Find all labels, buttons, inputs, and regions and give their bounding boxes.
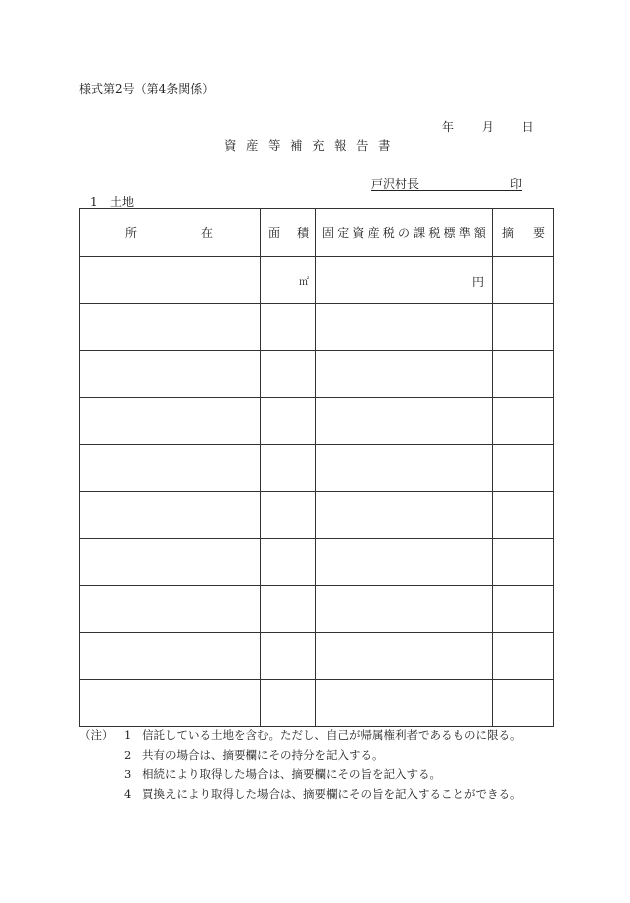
note-cell[interactable] [493, 492, 554, 539]
header-tax-base-char: 定 [337, 226, 350, 240]
note-cell[interactable] [493, 351, 554, 398]
location-cell[interactable] [80, 586, 261, 633]
area-unit: ㎡ [299, 277, 309, 288]
location-cell[interactable] [80, 351, 261, 398]
note-text: 信託している土地を含む。ただし、自己が帰属権利者であるものに限る。 [142, 728, 522, 742]
tax-base-cell[interactable] [316, 633, 493, 680]
note-prefix [79, 785, 124, 805]
tax-base-cell[interactable] [316, 445, 493, 492]
table-header-row [80, 209, 554, 257]
header-tax-base-char: の [397, 226, 410, 240]
area-cell[interactable] [261, 304, 316, 351]
header-location-char: 在 [200, 226, 213, 240]
addressee-name: 戸沢村長 [371, 177, 420, 191]
area-cell[interactable] [261, 351, 316, 398]
table-row [80, 492, 554, 539]
note-number: 3 [124, 767, 132, 781]
table-row [80, 633, 554, 680]
table-row [80, 257, 554, 304]
seal-mark: 印 [509, 177, 522, 191]
note-cell[interactable] [493, 304, 554, 351]
header-area-char: 積 [296, 226, 309, 240]
tax-base-cell[interactable] [316, 257, 493, 304]
area-cell[interactable] [261, 633, 316, 680]
table-row [80, 539, 554, 586]
date-day-label: 日 [521, 120, 534, 134]
note-cell[interactable] [493, 445, 554, 492]
header-tax-base-char: 資 [352, 226, 365, 240]
note-cell[interactable] [493, 680, 554, 727]
header-note-char: 要 [532, 226, 545, 240]
tax-base-cell[interactable] [316, 680, 493, 727]
tax-base-cell[interactable] [316, 492, 493, 539]
note-cell[interactable] [493, 398, 554, 445]
form-number: 様式第2号（第4条関係） [79, 82, 215, 96]
section-number: 1 [90, 195, 98, 209]
tax-base-cell[interactable] [316, 586, 493, 633]
section-label: 土地 [110, 195, 135, 209]
date-year-label: 年 [442, 120, 455, 134]
tax-base-cell[interactable] [316, 539, 493, 586]
table-row [80, 445, 554, 492]
header-tax-base-char: 税 [382, 226, 395, 240]
area-cell[interactable] [261, 539, 316, 586]
location-cell[interactable] [80, 445, 261, 492]
note-prefix [79, 746, 124, 766]
area-cell[interactable] [261, 586, 316, 633]
note-item [79, 765, 522, 785]
note-number: 1 [124, 728, 132, 742]
location-cell[interactable] [80, 398, 261, 445]
area-cell[interactable] [261, 445, 316, 492]
header-tax-base [316, 209, 493, 257]
header-location-char: 所 [125, 226, 138, 240]
location-cell[interactable] [80, 539, 261, 586]
header-tax-base-char: 産 [367, 226, 380, 240]
area-cell[interactable] [261, 492, 316, 539]
area-cell[interactable] [261, 680, 316, 727]
location-cell[interactable] [80, 257, 261, 304]
date-month-label: 月 [481, 120, 494, 134]
table-row [80, 586, 554, 633]
note-item [79, 726, 522, 746]
note-text: 相続により取得した場合は、摘要欄にその旨を記入する。 [142, 767, 441, 781]
note-prefix: （注） [79, 728, 114, 742]
header-note-char: 摘 [502, 226, 515, 240]
addressee-line [371, 175, 522, 191]
header-area-char: 面 [268, 226, 281, 240]
header-location [80, 209, 261, 257]
location-cell[interactable] [80, 304, 261, 351]
note-cell[interactable] [493, 586, 554, 633]
header-tax-base-char: 標 [443, 226, 456, 240]
area-cell[interactable] [261, 398, 316, 445]
location-cell[interactable] [80, 633, 261, 680]
note-number: 4 [124, 786, 132, 801]
note-cell[interactable] [493, 539, 554, 586]
note-text: 共有の場合は、摘要欄にその持分を記入する。 [142, 747, 384, 762]
notes-section [79, 726, 522, 804]
header-tax-base-char: 課 [413, 226, 426, 240]
header-tax-base-char: 税 [428, 226, 441, 240]
table-row [80, 680, 554, 727]
table-row [80, 304, 554, 351]
tax-base-unit: 円 [471, 275, 484, 289]
note-text: 買換えにより取得した場合は、摘要欄にその旨を記入することができる。 [142, 786, 522, 801]
header-note [493, 209, 554, 257]
location-cell[interactable] [80, 680, 261, 727]
table-row [80, 351, 554, 398]
date-line [442, 118, 534, 135]
document-title: 資産等補充報告書 [224, 138, 401, 153]
land-table [79, 208, 554, 727]
note-number: 2 [124, 747, 132, 762]
area-cell[interactable] [261, 257, 316, 304]
table-row [80, 398, 554, 445]
location-cell[interactable] [80, 492, 261, 539]
header-tax-base-char: 額 [473, 226, 486, 240]
note-prefix [79, 765, 124, 785]
header-area [261, 209, 316, 257]
header-tax-base-char: 準 [458, 226, 471, 240]
tax-base-cell[interactable] [316, 304, 493, 351]
tax-base-cell[interactable] [316, 398, 493, 445]
note-item [79, 785, 522, 805]
note-cell[interactable] [493, 257, 554, 304]
note-cell[interactable] [493, 633, 554, 680]
note-item [79, 746, 522, 766]
header-tax-base-char: 固 [322, 226, 335, 240]
tax-base-cell[interactable] [316, 351, 493, 398]
